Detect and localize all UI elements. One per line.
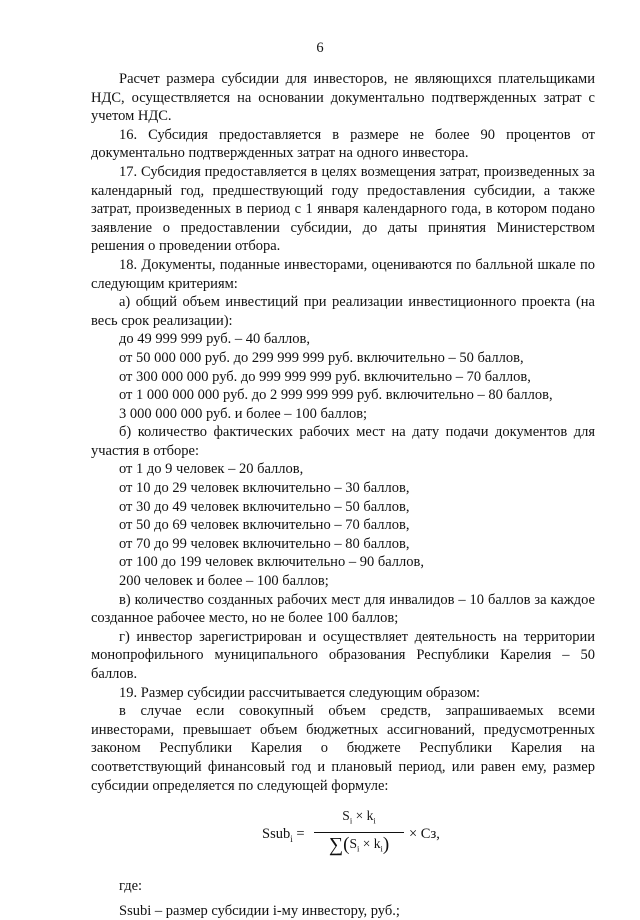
list-item: до 49 999 999 руб. – 40 баллов, — [119, 331, 311, 348]
subsidy-formula — [91, 803, 595, 869]
criterion-g: г) инвестор зарегистрирован и осуществляет деятельность на территории монопрофильного муниципального образования Республики Карелия – 50 баллов. — [91, 628, 595, 682]
paragraph-18: 18. Документы, поданные инвесторами, оцениваются по балльной шкале по следующим критериям: — [91, 256, 595, 292]
formula-lhs: Ssub$_i$ = — [262, 826, 305, 845]
definition-ssubi: Ssubi – размер субсидии i-му инвестору, руб.; — [119, 902, 400, 919]
formula-denominator: $\sum(S_i \times k_i)$ — [328, 833, 390, 856]
list-item: 200 человек и более – 100 баллов; — [119, 573, 329, 590]
formula-fraction — [314, 807, 404, 859]
criterion-v: в) количество созданных рабочих мест для инвалидов – 10 баллов за каждое созданное рабочее место, но не более 100 баллов; — [91, 591, 595, 627]
list-item: 3 000 000 000 руб. и более – 100 баллов; — [119, 405, 368, 422]
where-label: где: — [119, 878, 143, 895]
paragraph-19-case: в случае если совокупный объем средств, запрашиваемых всеми инвесторами, превышает объем бюджетных ассигнований, предусмотренных законом Республики Карелия о бюджете Республики Карелия на соответствующий финансовый год и плановый период, или равен ему, размер субсидии определяется по следующей формуле: — [91, 703, 595, 794]
formula-numerator: $S_i \times k_i$ — [314, 807, 404, 833]
list-item: от 300 000 000 руб. до 999 999 999 руб. включительно – 70 баллов, — [119, 368, 531, 385]
list-item: от 1 до 9 человек – 20 баллов, — [119, 461, 304, 478]
criterion-a: а) общий объем инвестиций при реализации инвестиционного проекта (на весь срок реализации): — [91, 294, 595, 329]
list-item: от 100 до 199 человек включительно – 90 баллов, — [119, 554, 424, 571]
list-item: от 70 до 99 человек включительно – 80 баллов, — [119, 535, 410, 552]
paragraph-19: 19. Размер субсидии рассчитывается следующим образом: — [119, 684, 481, 701]
list-item: от 10 до 29 человек включительно – 30 баллов, — [119, 480, 410, 497]
criterion-b: б) количество фактических рабочих мест на дату подачи документов для участия в отборе: — [91, 424, 595, 459]
paragraph-16: 16. Субсидия предоставляется в размере не более 90 процентов от документально подтвержденных затрат на одного инвестора. — [91, 126, 595, 162]
list-item: от 1 000 000 000 руб. до 2 999 999 999 руб. включительно – 80 баллов, — [119, 387, 553, 404]
paragraph-non-vat-calc: Расчет размера субсидии для инвесторов, не являющихся плательщиками НДС, осуществляется на основании документально подтвержденных затрат с учетом НДС. — [91, 71, 595, 125]
list-item: от 50 до 69 человек включительно – 70 баллов, — [119, 517, 410, 534]
criterion-a-list — [91, 330, 595, 423]
document-body — [91, 70, 595, 920]
page-number: 6 — [316, 40, 324, 56]
list-item: от 30 до 49 человек включительно – 50 баллов, — [119, 498, 410, 515]
criterion-b-list — [91, 460, 595, 590]
formula-rhs: × Сз, — [409, 826, 440, 843]
paragraph-17: 17. Субсидия предоставляется в целях возмещения затрат, произведенных за календарный год, предшествующий году предоставления субсидии, а также затрат, произведенных в период с 1 января календарного года, в котором подано заявление о предоставлении субсидии, до даты принятия Министерством решения о проведении отбора. — [91, 163, 595, 255]
list-item: от 50 000 000 руб. до 299 999 999 руб. включительно – 50 баллов, — [119, 349, 524, 366]
